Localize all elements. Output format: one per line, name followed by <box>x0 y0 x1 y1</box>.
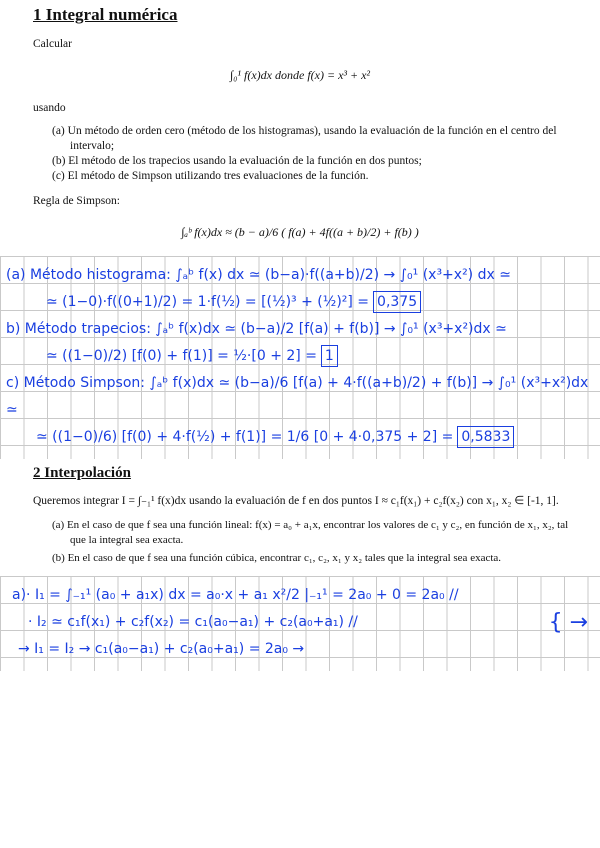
note-line: ≃ (1−0)·f((0+1)/2) = 1·f(½) = [(½)³ + (½)²] = <box>46 294 370 310</box>
result-box: 0,375 <box>373 291 421 313</box>
task-list <box>52 124 577 184</box>
grid-notes-1 <box>0 256 600 459</box>
note-line: a)· I₁ = ∫₋₁¹ (a₀ + a₁x) dx = a₀·x + a₁ x²/2 |₋₁¹ = 2a₀ + 0 = 2a₀ // <box>12 587 459 603</box>
simpson-equation: ∫ₐᵇ f(x)dx ≈ (b − a)/6 ( f(a) + 4f((a + b)/2) + f(b) ) <box>181 225 419 239</box>
task-item: (a) En el caso de que f sea una función lineal: f(x) = a₀ + a₁x, encontrar los valores de c₁ y c₂, en función de x₁, x₂, tal que la integral sea exacta. <box>52 519 569 546</box>
simpson-label: Regla de Simpson: <box>33 195 120 207</box>
grid-notes-2 <box>0 576 600 671</box>
note-row <box>6 343 594 370</box>
integral-equation: ∫₀¹ f(x)dx donde f(x) = x³ + x² <box>229 68 371 82</box>
note-line: → I₁ = I₂ → c₁(a₀−a₁) + c₂(a₀+a₁) = 2a₀ → <box>18 641 305 657</box>
section-2-title: 2 Interpolación <box>33 465 131 481</box>
intro-text: Calcular <box>33 38 72 50</box>
note-line: (a) Método histograma: ∫ₐᵇ f(x) dx ≃ (b−a)·f((a+b)/2) → ∫₀¹ (x³+x²) dx ≃ <box>6 267 511 283</box>
note-line: c) Método Simpson: ∫ₐᵇ f(x)dx ≃ (b−a)/6 [f(a) + 4·f((a+b)/2) + f(b)] → ∫₀¹ (x³+x²)dx ≃ <box>6 375 589 418</box>
section-2-intro: Queremos integrar I = ∫₋₁¹ f(x)dx usando la evaluación de f en dos puntos I ≈ c₁f(x₁) + c₂f(x₂) con x₁, x₂ ∈ [-1, 1]. <box>33 495 559 507</box>
section-1-title: 1 Integral numérica <box>33 5 178 24</box>
note-row <box>6 424 594 451</box>
task-item: (c) El método de Simpson utilizando tres evaluaciones de la función. <box>52 170 369 182</box>
task-item: (b) En el caso de que f sea una función cúbica, encontrar c₁, c₂, x₁ y x₂ tales que la integral sea exacta. <box>52 552 502 564</box>
note-line: ≃ ((1−0)/2) [f(0) + f(1)] = ½·[0 + 2] = <box>46 348 317 364</box>
interp-task-list <box>52 518 577 566</box>
notes-2-lines <box>6 582 543 663</box>
note-line: b) Método trapecios: ∫ₐᵇ f(x)dx ≃ (b−a)/2 [f(a) + f(b)] → ∫₀¹ (x³+x²)dx ≃ <box>6 321 507 337</box>
task-item: (b) El método de los trapecios usando la evaluación de la función en dos puntos; <box>52 155 422 167</box>
brace-arrow: { → <box>548 610 588 635</box>
note-row <box>6 289 594 316</box>
result-box: 1 <box>321 345 338 367</box>
using-text: usando <box>33 102 66 114</box>
note-line: ≃ ((1−0)/6) [f(0) + 4·f(½) + f(1)] = 1/6 [0 + 4·0,375 + 2] = <box>36 429 454 445</box>
result-box: 0,5833 <box>457 426 514 448</box>
note-line: · I₂ ≃ c₁f(x₁) + c₂f(x₂) = c₁(a₀−a₁) + c₂(a₀+a₁) // <box>28 614 358 630</box>
task-item: (a) Un método de orden cero (método de los histogramas), usando la evaluación de la función en el centro del intervalo; <box>52 125 557 152</box>
